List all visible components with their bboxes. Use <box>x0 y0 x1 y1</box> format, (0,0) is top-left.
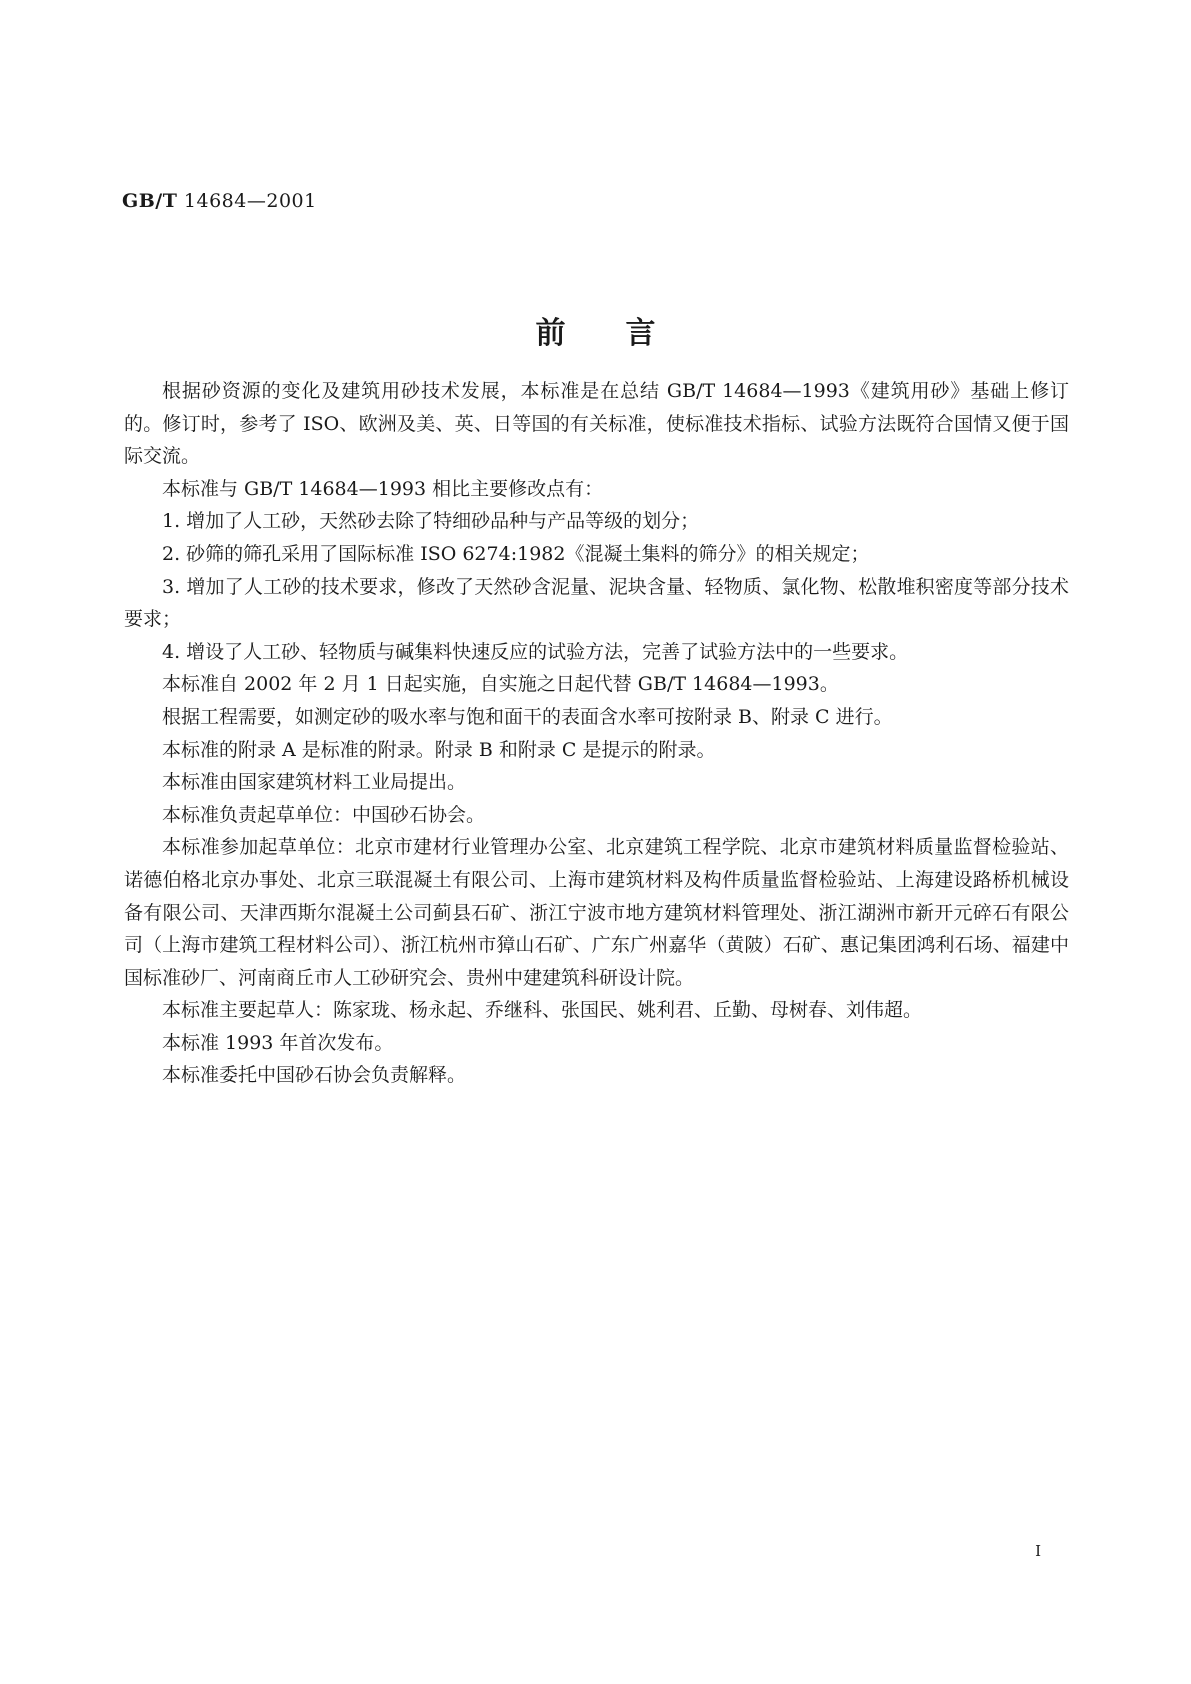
standard-prefix: GB/T <box>122 190 178 212</box>
page-number: I <box>1035 1542 1041 1560</box>
paragraph: 本标准的附录 A 是标准的附录。附录 B 和附录 C 是提示的附录。 <box>162 738 716 761</box>
foreword-body <box>124 375 1069 1092</box>
paragraph: 本标准由国家建筑材料工业局提出。 <box>162 771 467 794</box>
paragraph: 4. 增设了人工砂、轻物质与碱集料快速反应的试验方法，完善了试验方法中的一些要求。 <box>162 640 909 663</box>
page-title: 前言 <box>535 316 716 351</box>
paragraph: 根据砂资源的变化及建筑用砂技术发展，本标准是在总结 GB/T 14684—1993《建筑用砂》基础上修订的。修订时，参考了 ISO、欧洲及美、英、日等国的有关标准，使标准技术指标、试验方法既符合国情又便于国际交流。 <box>124 380 1069 468</box>
paragraph: 本标准与 GB/T 14684—1993 相比主要修改点有： <box>162 477 604 500</box>
paragraph: 本标准主要起草人：陈家珑、杨永起、乔继科、张国民、姚利君、丘勤、母树春、刘伟超。 <box>162 999 923 1022</box>
paragraph: 2. 砂筛的筛孔采用了国际标准 ISO 6274:1982《混凝土集料的筛分》的相关规定； <box>162 542 870 565</box>
paragraph: 本标准参加起草单位：北京市建材行业管理办公室、北京建筑工程学院、北京市建筑材料质量监督检验站、诺德伯格北京办事处、北京三联混凝土有限公司、上海市建筑材料及构件质量监督检验站、上海建设路桥机械设备有限公司、天津西斯尔混凝土公司蓟县石矿、浙江宁波市地方建筑材料管理处、浙江湖洲市新开元碎石有限公司（上海市建筑工程材料公司）、浙江杭州市獐山石矿、广东广州嘉华（黄陂）石矿、惠记集团鸿利石场、福建中国标准砂厂、河南商丘市人工砂研究会、贵州中建建筑科研设计院。 <box>124 836 1069 989</box>
paragraph: 1. 增加了人工砂，天然砂去除了特细砂品种与产品等级的划分； <box>162 510 700 533</box>
standard-code <box>122 190 317 212</box>
standard-number: 14684—2001 <box>177 190 317 212</box>
paragraph: 本标准委托中国砂石协会负责解释。 <box>162 1064 467 1087</box>
paragraph: 本标准自 2002 年 2 月 1 日起实施，自实施之日起代替 GB/T 14684—1993。 <box>162 673 839 696</box>
paragraph: 本标准 1993 年首次发布。 <box>162 1031 394 1054</box>
paragraph: 3. 增加了人工砂的技术要求，修改了天然砂含泥量、泥块含量、轻物质、氯化物、松散堆积密度等部分技术要求； <box>124 575 1069 631</box>
paragraph: 根据工程需要，如测定砂的吸水率与饱和面干的表面含水率可按附录 B、附录 C 进行。 <box>162 705 893 728</box>
paragraph: 本标准负责起草单位：中国砂石协会。 <box>162 803 486 826</box>
